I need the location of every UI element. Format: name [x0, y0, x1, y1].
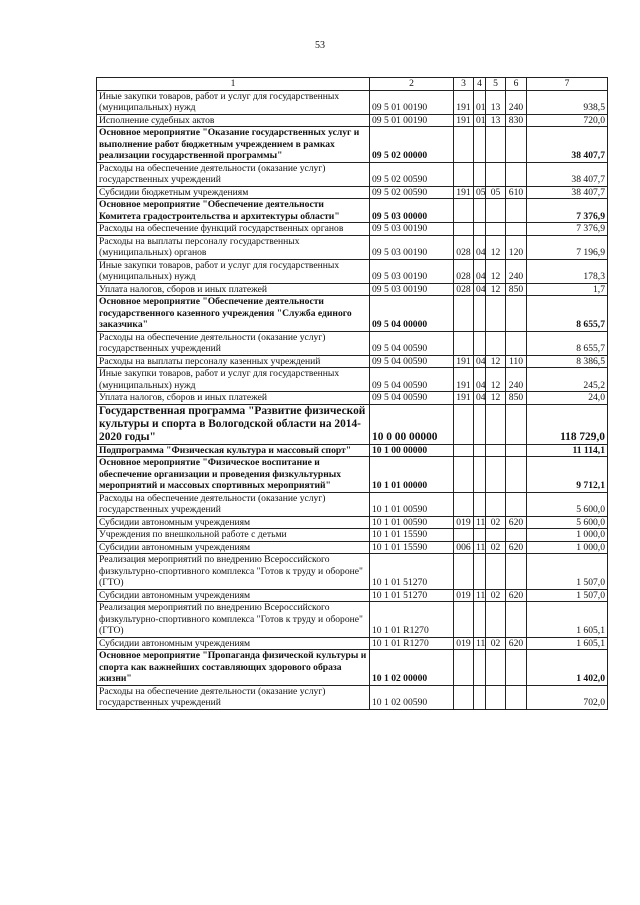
row-code-cell: 10 1 01 51270 — [370, 589, 454, 602]
row-col6-cell: 830 — [506, 114, 527, 127]
row-sum-cell: 7 196,9 — [527, 235, 608, 259]
table-row — [97, 368, 608, 392]
row-col3-cell: 019 — [454, 589, 474, 602]
header-col-4: 4 — [474, 78, 486, 91]
row-col6-cell: 620 — [506, 541, 527, 554]
table-row — [97, 127, 608, 163]
row-col5-cell: 02 — [486, 516, 506, 529]
row-col5-cell — [486, 444, 506, 457]
row-col5-cell: 13 — [486, 90, 506, 114]
table-row — [97, 554, 608, 590]
row-col4-cell: 11 — [474, 637, 486, 650]
row-col5-cell — [486, 685, 506, 709]
row-col3-cell — [454, 602, 474, 638]
row-col4-cell: 04 — [474, 368, 486, 392]
row-col3-cell: 019 — [454, 637, 474, 650]
row-name-cell: Уплата налогов, сборов и иных платежей — [97, 283, 370, 296]
row-col3-cell — [454, 529, 474, 542]
row-col5-cell — [486, 554, 506, 590]
budget-table — [96, 77, 608, 710]
row-sum-cell: 5 600,0 — [527, 516, 608, 529]
row-col6-cell: 850 — [506, 392, 527, 405]
row-sum-cell: 38 407,7 — [527, 127, 608, 163]
table-header-row — [97, 78, 608, 91]
row-col4-cell — [474, 296, 486, 332]
row-sum-cell: 1 402,0 — [527, 650, 608, 686]
header-col-5: 5 — [486, 78, 506, 91]
table-row — [97, 650, 608, 686]
row-name-cell: Основное мероприятие "Оказание государственных услуг и выполнение работ бюджетным учреждением в рамках реализации государственной программы" — [97, 127, 370, 163]
row-col3-cell — [454, 685, 474, 709]
table-row — [97, 444, 608, 457]
table-row — [97, 541, 608, 554]
row-col6-cell — [506, 331, 527, 355]
row-sum-cell: 245,2 — [527, 368, 608, 392]
row-sum-cell: 9 712,1 — [527, 457, 608, 493]
row-col6-cell — [506, 223, 527, 236]
row-col6-cell — [506, 457, 527, 493]
row-col4-cell — [474, 685, 486, 709]
table-row — [97, 235, 608, 259]
row-col6-cell: 240 — [506, 90, 527, 114]
row-col5-cell — [486, 127, 506, 163]
row-col5-cell: 12 — [486, 259, 506, 283]
row-code-cell: 09 5 02 00590 — [370, 162, 454, 186]
row-name-cell: Иные закупки товаров, работ и услуг для государственных (муниципальных) нужд — [97, 368, 370, 392]
row-name-cell: Субсидии автономным учреждениям — [97, 589, 370, 602]
row-name-cell: Учреждения по внешкольной работе с детьми — [97, 529, 370, 542]
row-name-cell: Государственная программа "Развитие физической культуры и спорта в Вологодской области на 2014-2020 годы" — [97, 404, 370, 444]
row-col4-cell: 11 — [474, 516, 486, 529]
row-code-cell: 10 1 01 00590 — [370, 492, 454, 516]
row-col5-cell — [486, 296, 506, 332]
row-sum-cell: 1 605,1 — [527, 602, 608, 638]
row-name-cell: Расходы на обеспечение деятельности (оказание услуг) государственных учреждений — [97, 492, 370, 516]
row-col4-cell — [474, 554, 486, 590]
row-col3-cell: 028 — [454, 283, 474, 296]
row-sum-cell: 7 376,9 — [527, 199, 608, 223]
row-col3-cell — [454, 331, 474, 355]
table-row — [97, 589, 608, 602]
row-col3-cell: 191 — [454, 368, 474, 392]
row-col4-cell — [474, 162, 486, 186]
row-col6-cell: 620 — [506, 516, 527, 529]
row-col5-cell — [486, 650, 506, 686]
table-row — [97, 637, 608, 650]
row-code-cell: 09 5 01 00190 — [370, 114, 454, 127]
row-name-cell: Основное мероприятие "Физическое воспитание и обеспечение организации и проведения физкультурных мероприятий и массовых спортивных мероприятий" — [97, 457, 370, 493]
table-row — [97, 516, 608, 529]
table-row — [97, 90, 608, 114]
row-col6-cell — [506, 127, 527, 163]
row-col6-cell: 240 — [506, 368, 527, 392]
row-sum-cell: 8 655,7 — [527, 331, 608, 355]
table-row — [97, 114, 608, 127]
header-col-3: 3 — [454, 78, 474, 91]
row-name-cell: Субсидии автономным учреждениям — [97, 541, 370, 554]
row-col4-cell: 04 — [474, 355, 486, 368]
table-row — [97, 223, 608, 236]
row-col6-cell: 120 — [506, 235, 527, 259]
row-col5-cell — [486, 199, 506, 223]
table-row — [97, 492, 608, 516]
row-sum-cell: 1 507,0 — [527, 589, 608, 602]
row-col4-cell: 01 — [474, 90, 486, 114]
row-col3-cell: 191 — [454, 392, 474, 405]
row-code-cell: 09 5 04 00590 — [370, 368, 454, 392]
row-name-cell: Субсидии бюджетным учреждениям — [97, 186, 370, 199]
row-col4-cell — [474, 529, 486, 542]
row-code-cell: 09 5 04 00590 — [370, 392, 454, 405]
row-col6-cell — [506, 685, 527, 709]
row-code-cell: 10 1 01 00590 — [370, 516, 454, 529]
table-row — [97, 529, 608, 542]
row-col3-cell — [454, 127, 474, 163]
row-sum-cell: 702,0 — [527, 685, 608, 709]
row-name-cell: Субсидии автономным учреждениям — [97, 516, 370, 529]
row-name-cell: Субсидии автономным учреждениям — [97, 637, 370, 650]
row-col3-cell: 191 — [454, 114, 474, 127]
row-col3-cell — [454, 457, 474, 493]
table-row — [97, 199, 608, 223]
row-col5-cell: 12 — [486, 283, 506, 296]
row-col3-cell — [454, 492, 474, 516]
row-col3-cell — [454, 554, 474, 590]
row-sum-cell: 8 655,7 — [527, 296, 608, 332]
row-name-cell: Расходы на обеспечение деятельности (оказание услуг) государственных учреждений — [97, 162, 370, 186]
table-row — [97, 392, 608, 405]
row-col4-cell — [474, 444, 486, 457]
row-name-cell: Иные закупки товаров, работ и услуг для государственных (муниципальных) нужд — [97, 90, 370, 114]
row-col5-cell — [486, 223, 506, 236]
row-code-cell: 10 0 00 00000 — [370, 404, 454, 444]
row-code-cell: 09 5 03 00190 — [370, 259, 454, 283]
row-col6-cell: 620 — [506, 637, 527, 650]
row-col4-cell: 05 — [474, 186, 486, 199]
row-code-cell: 10 1 01 51270 — [370, 554, 454, 590]
row-col5-cell: 02 — [486, 541, 506, 554]
row-col5-cell: 12 — [486, 355, 506, 368]
row-name-cell: Расходы на обеспечение деятельности (оказание услуг) государственных учреждений — [97, 685, 370, 709]
row-col4-cell — [474, 223, 486, 236]
row-code-cell: 10 1 01 00000 — [370, 457, 454, 493]
row-sum-cell: 24,0 — [527, 392, 608, 405]
header-col-1: 1 — [97, 78, 370, 91]
row-sum-cell: 720,0 — [527, 114, 608, 127]
row-code-cell: 10 1 02 00000 — [370, 650, 454, 686]
row-col6-cell — [506, 404, 527, 444]
row-col6-cell: 110 — [506, 355, 527, 368]
row-code-cell: 10 1 01 R1270 — [370, 637, 454, 650]
row-code-cell: 10 1 00 00000 — [370, 444, 454, 457]
row-col3-cell: 191 — [454, 355, 474, 368]
row-name-cell: Подпрограмма "Физическая культура и массовый спорт" — [97, 444, 370, 457]
row-col6-cell: 620 — [506, 589, 527, 602]
row-col4-cell: 11 — [474, 541, 486, 554]
row-col5-cell: 05 — [486, 186, 506, 199]
row-code-cell: 09 5 04 00590 — [370, 331, 454, 355]
row-col6-cell — [506, 492, 527, 516]
row-code-cell: 09 5 04 00590 — [370, 355, 454, 368]
row-col5-cell — [486, 331, 506, 355]
row-code-cell: 09 5 03 00000 — [370, 199, 454, 223]
row-col4-cell — [474, 650, 486, 686]
row-code-cell: 09 5 03 00190 — [370, 223, 454, 236]
row-name-cell: Расходы на обеспечение деятельности (оказание услуг) государственных учреждений — [97, 331, 370, 355]
row-col6-cell — [506, 444, 527, 457]
table-row — [97, 331, 608, 355]
table-row — [97, 602, 608, 638]
row-col5-cell — [486, 492, 506, 516]
row-col6-cell: 850 — [506, 283, 527, 296]
row-code-cell: 09 5 01 00190 — [370, 90, 454, 114]
row-col6-cell: 240 — [506, 259, 527, 283]
row-col4-cell — [474, 331, 486, 355]
row-col5-cell — [486, 404, 506, 444]
row-col5-cell — [486, 457, 506, 493]
row-col4-cell: 11 — [474, 589, 486, 602]
row-col6-cell — [506, 199, 527, 223]
row-sum-cell: 5 600,0 — [527, 492, 608, 516]
row-code-cell: 09 5 03 00190 — [370, 283, 454, 296]
row-col3-cell: 191 — [454, 186, 474, 199]
row-col3-cell — [454, 199, 474, 223]
row-col4-cell — [474, 602, 486, 638]
row-code-cell: 09 5 03 00190 — [370, 235, 454, 259]
row-col4-cell: 04 — [474, 235, 486, 259]
row-sum-cell: 11 114,1 — [527, 444, 608, 457]
table-row — [97, 296, 608, 332]
row-col6-cell — [506, 650, 527, 686]
row-code-cell: 09 5 04 00000 — [370, 296, 454, 332]
row-sum-cell: 1 000,0 — [527, 541, 608, 554]
row-sum-cell: 38 407,7 — [527, 186, 608, 199]
row-col5-cell: 12 — [486, 368, 506, 392]
row-col5-cell: 02 — [486, 637, 506, 650]
row-col5-cell: 02 — [486, 589, 506, 602]
row-name-cell: Расходы на обеспечение функций государственных органов — [97, 223, 370, 236]
row-col4-cell: 04 — [474, 283, 486, 296]
row-sum-cell: 1 507,0 — [527, 554, 608, 590]
row-code-cell: 10 1 01 15590 — [370, 529, 454, 542]
row-name-cell: Расходы на выплаты персоналу государственных (муниципальных) органов — [97, 235, 370, 259]
table-row — [97, 283, 608, 296]
table-row — [97, 685, 608, 709]
row-name-cell: Реализация мероприятий по внедрению Всероссийского физкультурно-спортивного комплекса "Готов к труду и обороне" (ГТО) — [97, 554, 370, 590]
row-name-cell: Основное мероприятие "Обеспечение деятельности государственного казенного учреждения "Служба единого заказчика" — [97, 296, 370, 332]
table-row — [97, 457, 608, 493]
row-col4-cell: 01 — [474, 114, 486, 127]
row-sum-cell: 1 605,1 — [527, 637, 608, 650]
header-col-2: 2 — [370, 78, 454, 91]
row-code-cell: 09 5 02 00000 — [370, 127, 454, 163]
row-col6-cell — [506, 529, 527, 542]
row-col6-cell — [506, 554, 527, 590]
row-sum-cell: 7 376,9 — [527, 223, 608, 236]
table-row — [97, 355, 608, 368]
row-name-cell: Исполнение судебных актов — [97, 114, 370, 127]
row-col3-cell: 006 — [454, 541, 474, 554]
row-name-cell: Иные закупки товаров, работ и услуг для государственных (муниципальных) нужд — [97, 259, 370, 283]
table-row — [97, 404, 608, 444]
row-col3-cell — [454, 162, 474, 186]
row-col3-cell — [454, 296, 474, 332]
row-code-cell: 10 1 01 R1270 — [370, 602, 454, 638]
row-col6-cell — [506, 296, 527, 332]
row-col3-cell — [454, 223, 474, 236]
row-col4-cell — [474, 199, 486, 223]
row-col3-cell: 191 — [454, 90, 474, 114]
row-name-cell: Реализация мероприятий по внедрению Всероссийского физкультурно-спортивного комплекса "Готов к труду и обороне" (ГТО) — [97, 602, 370, 638]
table-row — [97, 186, 608, 199]
row-col5-cell — [486, 529, 506, 542]
table-row — [97, 259, 608, 283]
row-name-cell: Основное мероприятие "Обеспечение деятельности Комитета градостроительства и архитектуры области" — [97, 199, 370, 223]
table-row — [97, 162, 608, 186]
row-col3-cell: 028 — [454, 235, 474, 259]
row-col6-cell — [506, 602, 527, 638]
table-body — [97, 90, 608, 709]
header-col-7: 7 — [527, 78, 608, 91]
row-col4-cell — [474, 404, 486, 444]
row-sum-cell: 178,3 — [527, 259, 608, 283]
row-col4-cell: 04 — [474, 259, 486, 283]
row-col4-cell — [474, 127, 486, 163]
page-number: 53 — [315, 40, 325, 51]
row-code-cell: 10 1 02 00590 — [370, 685, 454, 709]
row-name-cell: Основное мероприятие "Пропаганда физической культуры и спорта как важнейших составляющих здорового образа жизни" — [97, 650, 370, 686]
row-name-cell: Уплата налогов, сборов и иных платежей — [97, 392, 370, 405]
row-col4-cell — [474, 457, 486, 493]
row-code-cell: 10 1 01 15590 — [370, 541, 454, 554]
row-col3-cell: 019 — [454, 516, 474, 529]
row-col5-cell — [486, 162, 506, 186]
row-sum-cell: 1,7 — [527, 283, 608, 296]
row-col5-cell: 13 — [486, 114, 506, 127]
row-col3-cell — [454, 650, 474, 686]
row-sum-cell: 38 407,7 — [527, 162, 608, 186]
row-col6-cell — [506, 162, 527, 186]
row-code-cell: 09 5 02 00590 — [370, 186, 454, 199]
row-col4-cell — [474, 492, 486, 516]
row-col3-cell — [454, 444, 474, 457]
row-sum-cell: 1 000,0 — [527, 529, 608, 542]
row-sum-cell: 8 386,5 — [527, 355, 608, 368]
row-col3-cell: 028 — [454, 259, 474, 283]
header-col-6: 6 — [506, 78, 527, 91]
row-col5-cell: 12 — [486, 392, 506, 405]
row-col5-cell: 12 — [486, 235, 506, 259]
row-sum-cell: 938,5 — [527, 90, 608, 114]
row-sum-cell: 118 729,0 — [527, 404, 608, 444]
row-col3-cell — [454, 404, 474, 444]
row-col4-cell: 04 — [474, 392, 486, 405]
row-name-cell: Расходы на выплаты персоналу казенных учреждений — [97, 355, 370, 368]
row-col5-cell — [486, 602, 506, 638]
row-col6-cell: 610 — [506, 186, 527, 199]
